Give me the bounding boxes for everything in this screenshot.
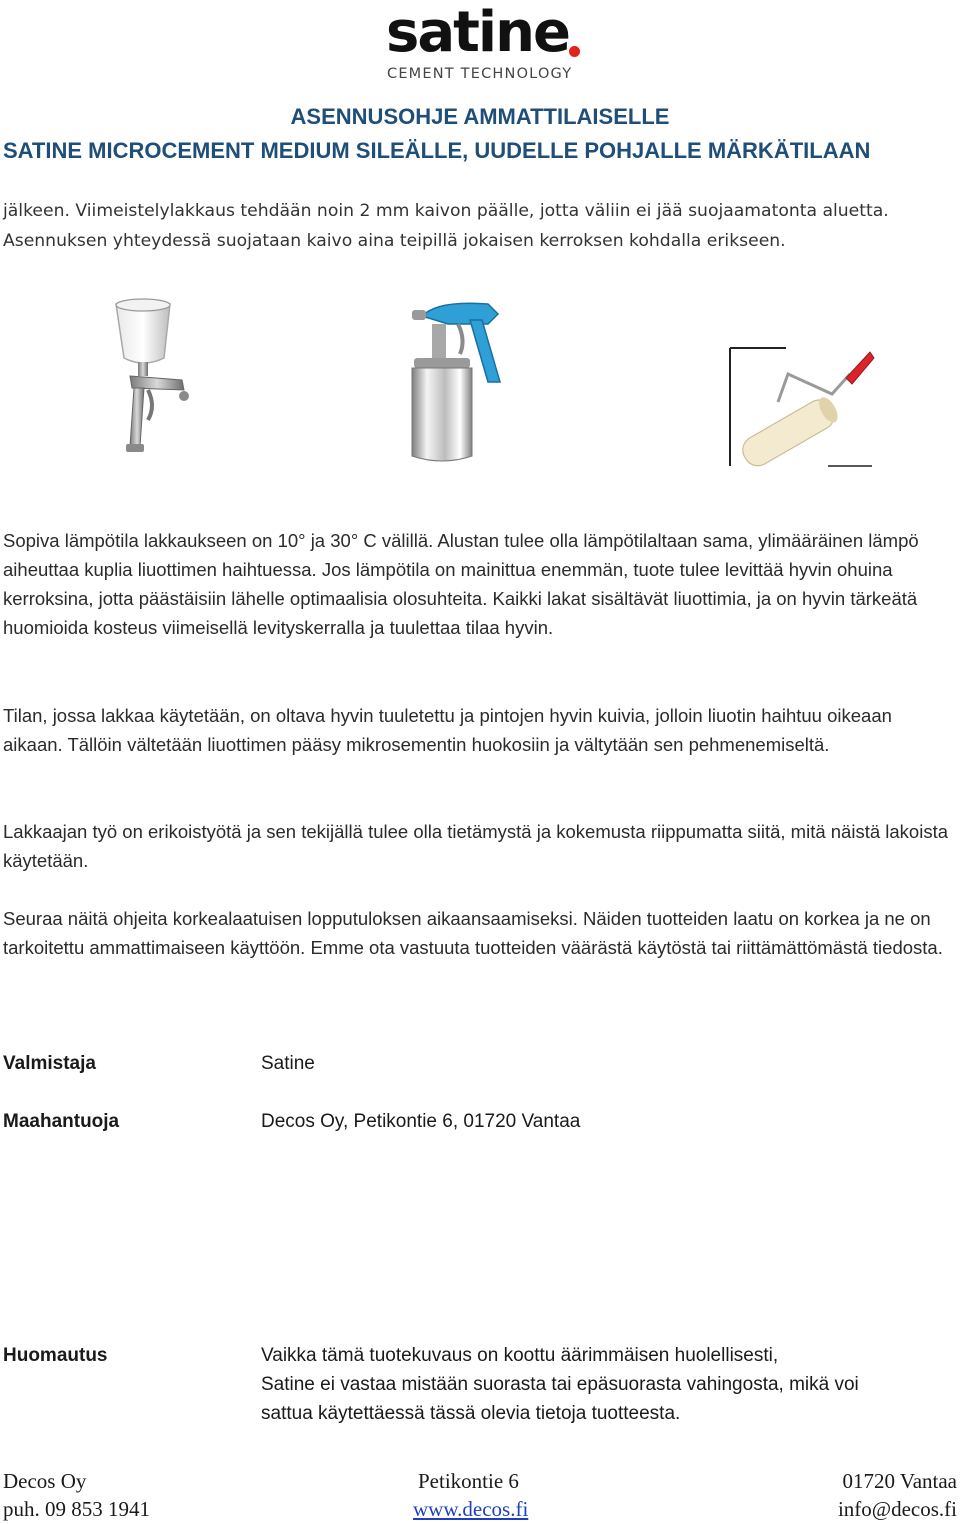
document-title: ASENNUSOHJE AMMATTILAISELLE xyxy=(290,104,670,129)
quality-paragraph: Seuraa näitä ohjeita korkealaatuisen lopputuloksen aikaansaamiseksi. Näiden tuotteiden laatu on korkea ja ne on tarkoitettu ammattimaiseen käyttöön. Emme ota vastuuta tuotteiden väärästä käytöstä tai riittämättömästä tiedosta. xyxy=(3,908,943,958)
expertise-paragraph: Lakkaajan työ on erikoistyötä ja sen tekijällä tulee olla tietämystä ja kokemusta riippumatta siitä, mitä näistä lakoista käytetään. xyxy=(3,821,948,871)
footer-email[interactable]: info@decos.fi xyxy=(837,1497,957,1521)
gravity-spray-gun-icon xyxy=(104,296,196,456)
note-line-2: Satine ei vastaa mistään suorasta tai epäsuorasta vahingosta, mikä voi xyxy=(261,1374,859,1395)
manufacturer-label: Valmistaja xyxy=(3,1053,96,1074)
logo-red-dot xyxy=(569,46,580,57)
footer-city: 01720 Vantaa xyxy=(842,1469,957,1493)
intro-paragraph: jälkeen. Viimeistelylakkaus tehdään noin 2 mm kaivon päälle, jotta väliin ei jää suojaamatonta aluetta. Asennuksen yhteydessä suojataan kaivo aina teipillä jokaisen kerroksen kohdalla erikseen. xyxy=(3,201,889,251)
suction-spray-gun-icon xyxy=(408,290,512,464)
importer-label: Maahantuoja xyxy=(3,1111,120,1132)
logo-subtitle: CEMENT TECHNOLOGY xyxy=(387,66,573,82)
footer-phone: puh. 09 853 1941 xyxy=(3,1497,150,1521)
temperature-paragraph: Sopiva lämpötila lakkaukseen on 10° ja 30° C välillä. Alustan tulee olla lämpötilaltaan sama, ylimääräinen lämpö aiheuttaa kuplia liuottimen haihtuessa. Jos lämpötila on mainittua enemmän, tuote tulee levittää hyvin ohuina kerroksina, jotta päästäisiin lähelle optimaalisia olosuhteita. Kaikki lakat sisältävät liuottimia, ja on hyvin tärkeätä huomioida kosteus viimeisellä levityskerralla ja tuulettaa tilaa hyvin. xyxy=(3,530,919,638)
importer-value: Decos Oy, Petikontie 6, 01720 Vantaa xyxy=(261,1111,581,1132)
note-line-1: Vaikka tämä tuotekuvaus on koottu äärimmäisen huolellisesti, xyxy=(261,1345,779,1366)
note-label: Huomautus xyxy=(3,1345,108,1366)
satine-logo xyxy=(386,0,582,82)
note-line-3: sattua käytettäessä tässä olevia tietoja tuotteesta. xyxy=(261,1403,681,1424)
logo-wordmark: satine xyxy=(386,0,569,65)
paint-roller-icon xyxy=(728,344,876,468)
ventilation-paragraph: Tilan, jossa lakkaa käytetään, on oltava hyvin tuuletettu ja pintojen hyvin kuivia, jolloin liuotin haihtuu oikeaan aikaan. Tällöin vältetään liuottimen pääsy mikrosementin huokosiin ja vältytään sen pehmenemiseltä. xyxy=(3,705,892,755)
document-subtitle: SATINE MICROCEMENT MEDIUM SILEÄLLE, UUDELLE POHJALLE MÄRKÄTILAAN xyxy=(3,138,871,163)
website-link[interactable]: www.decos.fi xyxy=(413,1497,529,1521)
footer-web xyxy=(413,1495,528,1523)
footer-street: Petikontie 6 xyxy=(418,1469,519,1493)
manufacturer-value: Satine xyxy=(261,1053,315,1074)
footer-company: Decos Oy xyxy=(3,1469,87,1493)
